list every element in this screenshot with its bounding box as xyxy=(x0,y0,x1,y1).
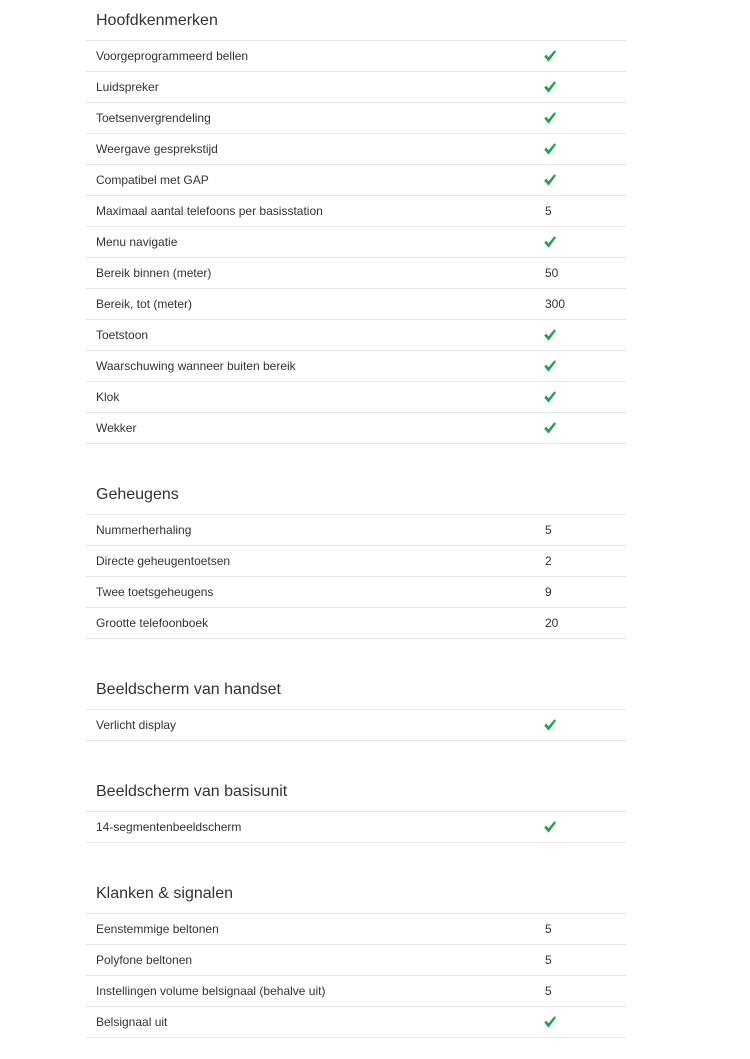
checkmark-icon xyxy=(543,421,557,435)
spec-row xyxy=(86,72,626,103)
section-klanken-signalen xyxy=(86,873,626,1038)
spec-row xyxy=(86,945,626,976)
section-geheugens xyxy=(86,474,626,639)
spec-row xyxy=(86,227,626,258)
spec-label: Eenstemmige beltonen xyxy=(96,922,219,936)
spec-row xyxy=(86,546,626,577)
spec-row xyxy=(86,1007,626,1038)
spec-value: 5 xyxy=(545,523,552,537)
section-beeldscherm-handset xyxy=(86,669,626,741)
spec-row xyxy=(86,320,626,351)
spec-label: Klok xyxy=(96,390,120,404)
section-title: Beeldscherm van handset xyxy=(86,669,626,710)
spec-label: Toetstoon xyxy=(96,328,149,342)
checkmark-icon xyxy=(543,390,557,404)
spec-label: Nummerherhaling xyxy=(96,523,192,537)
section-title: Klanken & signalen xyxy=(86,873,626,914)
spec-row xyxy=(86,134,626,165)
spec-label: Bereik binnen (meter) xyxy=(96,266,212,280)
spec-label: Belsignaal uit xyxy=(96,1015,168,1029)
spec-row xyxy=(86,413,626,444)
spec-label: Instellingen volume belsignaal (behalve uit) xyxy=(96,984,326,998)
spec-label: Menu navigatie xyxy=(96,235,178,249)
spec-label: 14-segmentenbeeldscherm xyxy=(96,820,242,834)
spec-row xyxy=(86,382,626,413)
checkmark-icon xyxy=(543,1015,557,1029)
spec-row xyxy=(86,103,626,134)
spec-row xyxy=(86,515,626,546)
section-hoofdkenmerken xyxy=(86,0,626,444)
spec-label: Compatibel met GAP xyxy=(96,173,209,187)
spec-value: 5 xyxy=(545,984,552,998)
spec-row xyxy=(86,710,626,741)
spec-label: Polyfone beltonen xyxy=(96,953,193,967)
spec-label: Voorgeprogrammeerd bellen xyxy=(96,49,249,63)
spec-value: 50 xyxy=(545,266,559,280)
spec-row xyxy=(86,976,626,1007)
spec-label: Toetsenvergrendeling xyxy=(96,111,211,125)
spec-value: 5 xyxy=(545,953,552,967)
spec-label: Verlicht display xyxy=(96,718,177,732)
spec-row xyxy=(86,289,626,320)
spec-label: Luidspreker xyxy=(96,80,159,94)
spec-row xyxy=(86,812,626,843)
checkmark-icon xyxy=(543,173,557,187)
spec-label: Wekker xyxy=(96,421,137,435)
spec-row xyxy=(86,914,626,945)
spec-label: Twee toetsgeheugens xyxy=(96,585,214,599)
spec-value: 300 xyxy=(545,297,566,311)
spec-value: 5 xyxy=(545,204,552,218)
checkmark-icon xyxy=(543,80,557,94)
checkmark-icon xyxy=(543,49,557,63)
checkmark-icon xyxy=(543,142,557,156)
spec-row xyxy=(86,577,626,608)
spec-row xyxy=(86,165,626,196)
spec-value: 9 xyxy=(545,585,552,599)
spec-row xyxy=(86,608,626,639)
checkmark-icon xyxy=(543,111,557,125)
checkmark-icon xyxy=(543,820,557,834)
section-title: Geheugens xyxy=(86,474,626,515)
spec-value: 5 xyxy=(545,922,552,936)
spec-label: Directe geheugentoetsen xyxy=(96,554,231,568)
section-title: Beeldscherm van basisunit xyxy=(86,771,626,812)
checkmark-icon xyxy=(543,235,557,249)
section-beeldscherm-basisunit xyxy=(86,771,626,843)
spec-row xyxy=(86,196,626,227)
spec-label: Bereik, tot (meter) xyxy=(96,297,193,311)
spec-label: Grootte telefoonboek xyxy=(96,616,209,630)
spec-row xyxy=(86,258,626,289)
section-title: Hoofdkenmerken xyxy=(86,0,626,41)
spec-value: 2 xyxy=(545,554,552,568)
checkmark-icon xyxy=(543,718,557,732)
spec-label: Waarschuwing wanneer buiten bereik xyxy=(96,359,296,373)
checkmark-icon xyxy=(543,359,557,373)
checkmark-icon xyxy=(543,328,557,342)
spec-row xyxy=(86,351,626,382)
spec-value: 20 xyxy=(545,616,559,630)
spec-label: Maximaal aantal telefoons per basisstation xyxy=(96,204,323,218)
spec-label: Weergave gesprekstijd xyxy=(96,142,218,156)
spec-row xyxy=(86,41,626,72)
